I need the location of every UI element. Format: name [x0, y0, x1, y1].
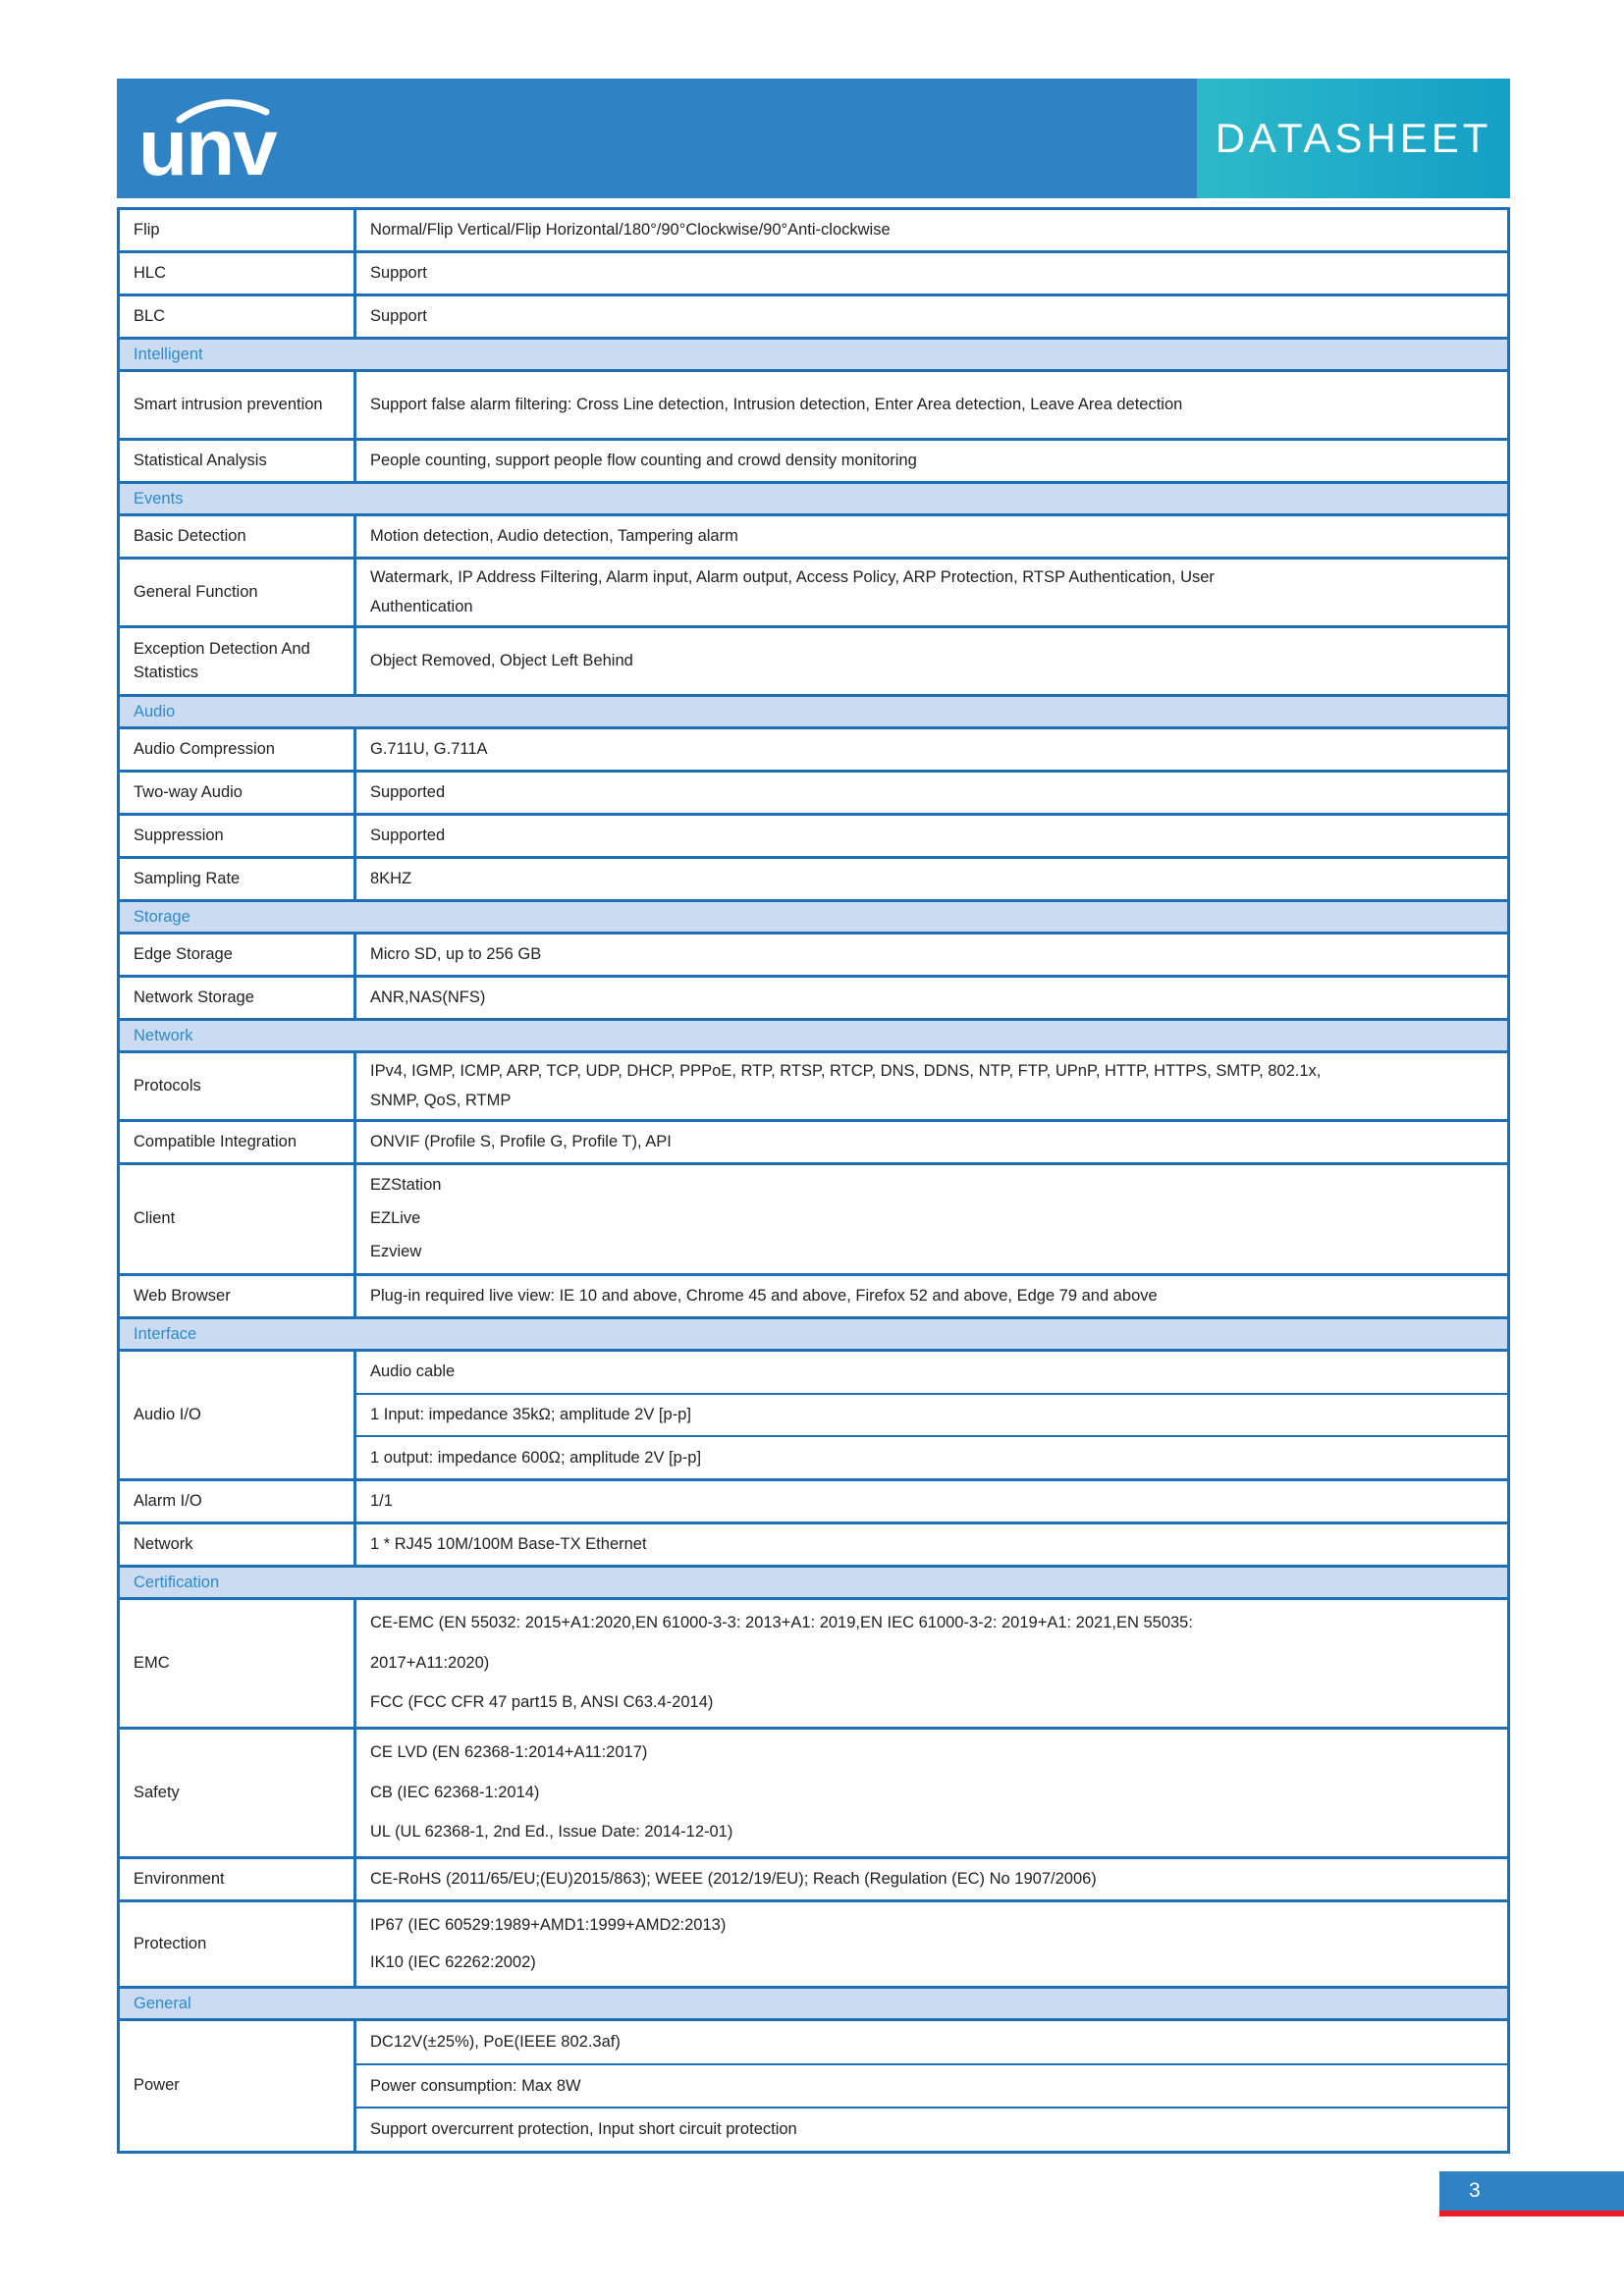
- spec-value: [356, 816, 1507, 856]
- spec-value-line: Object Removed, Object Left Behind: [370, 651, 633, 669]
- section-header-events: [120, 484, 1507, 516]
- spec-value-line: ANR,NAS(NFS): [370, 988, 486, 1006]
- spec-value-line: Ezview: [370, 1243, 422, 1261]
- spec-label: Edge Storage: [120, 934, 356, 975]
- brand-banner: [117, 79, 1197, 198]
- spec-row-flip: [120, 210, 1507, 253]
- spec-label: Statistical Analysis: [120, 441, 356, 481]
- spec-table: [117, 207, 1510, 2154]
- spec-value-line: 2017+A11:2020): [370, 1653, 490, 1672]
- spec-value: [356, 1276, 1507, 1316]
- spec-label: Power: [120, 2021, 356, 2151]
- spec-value: [356, 1122, 1507, 1162]
- spec-value-line: ONVIF (Profile S, Profile G, Profile T), API: [370, 1132, 672, 1150]
- spec-value-line: CE-EMC (EN 55032: 2015+A1:2020,EN 61000-3-3: 2013+A1: 2019,EN IEC 61000-3-2: 2019+A1: 2021,EN 55035:: [370, 1614, 1193, 1632]
- spec-row-network-storage: [120, 978, 1507, 1021]
- spec-label: Web Browser: [120, 1276, 356, 1316]
- spec-row-basic-detection: [120, 516, 1507, 560]
- spec-value: [356, 560, 1507, 625]
- section-header-certification: [120, 1568, 1507, 1600]
- spec-label: Basic Detection: [120, 516, 356, 557]
- spec-value: [356, 978, 1507, 1018]
- spec-value-line: IK10 (IEC 62262:2002): [370, 1953, 536, 1972]
- spec-value: [356, 1524, 1507, 1565]
- section-header-network: [120, 1021, 1507, 1053]
- footer-red-underline: [1439, 2211, 1624, 2216]
- spec-row-suppression: [120, 816, 1507, 859]
- spec-row-protocols: [120, 1053, 1507, 1122]
- spec-label: Protocols: [120, 1053, 356, 1119]
- spec-value-line: CB (IEC 62368-1:2014): [370, 1783, 540, 1801]
- spec-label: Protection: [120, 1902, 356, 1986]
- spec-value-line: 1 output: impedance 600Ω; amplitude 2V [p-p]: [370, 1448, 702, 1467]
- spec-row-blc: [120, 296, 1507, 340]
- spec-row-statistical-analysis: [120, 441, 1507, 484]
- spec-value: [356, 516, 1507, 557]
- unv-logo: [138, 92, 305, 190]
- spec-row-protection: [120, 1902, 1507, 1989]
- spec-label: HLC: [120, 253, 356, 294]
- spec-label: Safety: [120, 1730, 356, 1856]
- spec-value-line: 1/1: [370, 1491, 393, 1510]
- spec-row-web-browser: [120, 1276, 1507, 1319]
- spec-row-hlc: [120, 253, 1507, 296]
- section-header-interface: [120, 1319, 1507, 1352]
- spec-label: Compatible Integration: [120, 1122, 356, 1162]
- page-header: [117, 79, 1510, 198]
- spec-row-audio-i-o: [120, 1352, 1507, 1481]
- spec-label: Sampling Rate: [120, 859, 356, 899]
- datasheet-banner: [1197, 79, 1510, 198]
- spec-label: Audio Compression: [120, 729, 356, 770]
- spec-value-line: FCC (FCC CFR 47 part15 B, ANSI C63.4-2014): [370, 1693, 714, 1712]
- spec-row-alarm-i-o: [120, 1481, 1507, 1524]
- spec-value-line: Plug-in required live view: IE 10 and above, Chrome 45 and above, Firefox 52 and above, Edge 79 and above: [370, 1286, 1158, 1305]
- spec-value-line: 8KHZ: [370, 869, 412, 887]
- spec-value-line: People counting, support people flow counting and crowd density monitoring: [370, 451, 917, 469]
- spec-row-smart-intrusion-prevention: [120, 372, 1507, 441]
- page-number: 3: [1469, 2179, 1481, 2202]
- spec-label: Network Storage: [120, 978, 356, 1018]
- spec-value: [356, 296, 1507, 337]
- spec-label: Smart intrusion prevention: [120, 372, 356, 438]
- spec-value: [356, 210, 1507, 250]
- section-label: Intelligent: [134, 345, 203, 363]
- spec-value-line: DC12V(±25%), PoE(IEEE 802.3af): [356, 2021, 1507, 2065]
- spec-label: Audio I/O: [120, 1352, 356, 1478]
- spec-value-line: 1 * RJ45 10M/100M Base-TX Ethernet: [370, 1534, 647, 1553]
- spec-row-compatible-integration: [120, 1122, 1507, 1165]
- section-label: Interface: [134, 1324, 197, 1343]
- section-header-storage: [120, 902, 1507, 934]
- spec-value: [356, 2021, 1507, 2151]
- datasheet-title: DATASHEET: [1215, 115, 1492, 161]
- spec-value-line: Watermark, IP Address Filtering, Alarm input, Alarm output, Access Policy, ARP Protection, RTSP Authentication, User: [370, 568, 1215, 587]
- spec-row-two-way-audio: [120, 773, 1507, 816]
- spec-row-edge-storage: [120, 934, 1507, 978]
- spec-value: [356, 1902, 1507, 1986]
- spec-value-line: Supported: [370, 826, 446, 844]
- spec-value: [356, 1481, 1507, 1522]
- spec-row-power: [120, 2021, 1507, 2151]
- spec-label: EMC: [120, 1600, 356, 1727]
- spec-value: [356, 372, 1507, 438]
- spec-row-audio-compression: [120, 729, 1507, 773]
- spec-value-line: Motion detection, Audio detection, Tampering alarm: [370, 526, 738, 545]
- spec-value: [356, 441, 1507, 481]
- spec-row-emc: [120, 1600, 1507, 1730]
- section-label: Certification: [134, 1573, 220, 1591]
- spec-label: Client: [120, 1165, 356, 1273]
- logo-text: unv: [138, 103, 276, 192]
- spec-value-line: Support: [370, 263, 427, 282]
- spec-label: Environment: [120, 1859, 356, 1899]
- spec-value: [356, 1730, 1507, 1856]
- section-label: Storage: [134, 907, 190, 926]
- page-footer: [1439, 2171, 1624, 2211]
- section-header-audio: [120, 697, 1507, 729]
- section-label: Audio: [134, 702, 176, 721]
- spec-label: General Function: [120, 560, 356, 625]
- spec-value: [356, 1600, 1507, 1727]
- spec-value-line: EZLive: [370, 1209, 421, 1228]
- spec-value-line: Power consumption: Max 8W: [356, 2065, 1507, 2109]
- spec-label: Alarm I/O: [120, 1481, 356, 1522]
- spec-value: [356, 934, 1507, 975]
- spec-value-line: G.711U, G.711A: [370, 739, 488, 758]
- spec-value: [356, 253, 1507, 294]
- section-label: Network: [134, 1026, 193, 1044]
- spec-label: Flip: [120, 210, 356, 250]
- spec-value-line: Support false alarm filtering: Cross Line detection, Intrusion detection, Enter Area detection, Leave Area detection: [370, 395, 1183, 413]
- spec-value-line: IP67 (IEC 60529:1989+AMD1:1999+AMD2:2013): [370, 1915, 727, 1934]
- spec-row-general-function: [120, 560, 1507, 628]
- spec-row-sampling-rate: [120, 859, 1507, 902]
- spec-value-line: EZStation: [370, 1176, 442, 1195]
- spec-value-line: 1 Input: impedance 35kΩ; amplitude 2V [p-p]: [356, 1395, 1507, 1438]
- section-label: Events: [134, 489, 184, 507]
- spec-label: Network: [120, 1524, 356, 1565]
- spec-value: [356, 1352, 1507, 1478]
- spec-row-client: [120, 1165, 1507, 1276]
- spec-value: [356, 729, 1507, 770]
- spec-row-environment: [120, 1859, 1507, 1902]
- spec-row-exception-detection-and-statistics: [120, 628, 1507, 697]
- spec-value-line: CE LVD (EN 62368-1:2014+A11:2017): [370, 1743, 648, 1762]
- spec-value-line: Normal/Flip Vertical/Flip Horizontal/180°/90°Clockwise/90°Anti-clockwise: [370, 220, 891, 239]
- spec-value-line: Support: [370, 306, 427, 325]
- spec-label: Exception Detection And Statistics: [120, 628, 356, 694]
- spec-label: Suppression: [120, 816, 356, 856]
- spec-label: Two-way Audio: [120, 773, 356, 813]
- spec-value-line: Authentication: [370, 597, 473, 615]
- spec-value-line: Micro SD, up to 256 GB: [370, 944, 542, 963]
- spec-value-line: SNMP, QoS, RTMP: [370, 1091, 512, 1109]
- spec-value: [356, 1165, 1507, 1273]
- spec-value-line: UL (UL 62368-1, 2nd Ed., Issue Date: 2014-12-01): [370, 1823, 733, 1842]
- spec-row-safety: [120, 1730, 1507, 1859]
- datasheet-page: [117, 79, 1510, 2154]
- spec-value-line: Support overcurrent protection, Input short circuit protection: [370, 2120, 797, 2139]
- spec-value: [356, 859, 1507, 899]
- spec-value-line: Audio cable: [356, 1352, 1507, 1395]
- spec-value-line: IPv4, IGMP, ICMP, ARP, TCP, UDP, DHCP, PPPoE, RTP, RTSP, RTCP, DNS, DDNS, NTP, FTP, UPnP, HTTP, HTTPS, SMTP, 802.1x,: [370, 1062, 1322, 1081]
- spec-row-network: [120, 1524, 1507, 1568]
- spec-value-line: CE-RoHS (2011/65/EU;(EU)2015/863); WEEE (2012/19/EU); Reach (Regulation (EC) No 1907/2006): [370, 1869, 1097, 1888]
- section-header-intelligent: [120, 340, 1507, 372]
- section-label: General: [134, 1994, 191, 2012]
- spec-value-line: Supported: [370, 782, 446, 801]
- spec-value: [356, 1053, 1507, 1119]
- section-header-general: [120, 1989, 1507, 2021]
- spec-label: BLC: [120, 296, 356, 337]
- spec-value: [356, 1859, 1507, 1899]
- spec-value: [356, 773, 1507, 813]
- spec-value: [356, 628, 1507, 694]
